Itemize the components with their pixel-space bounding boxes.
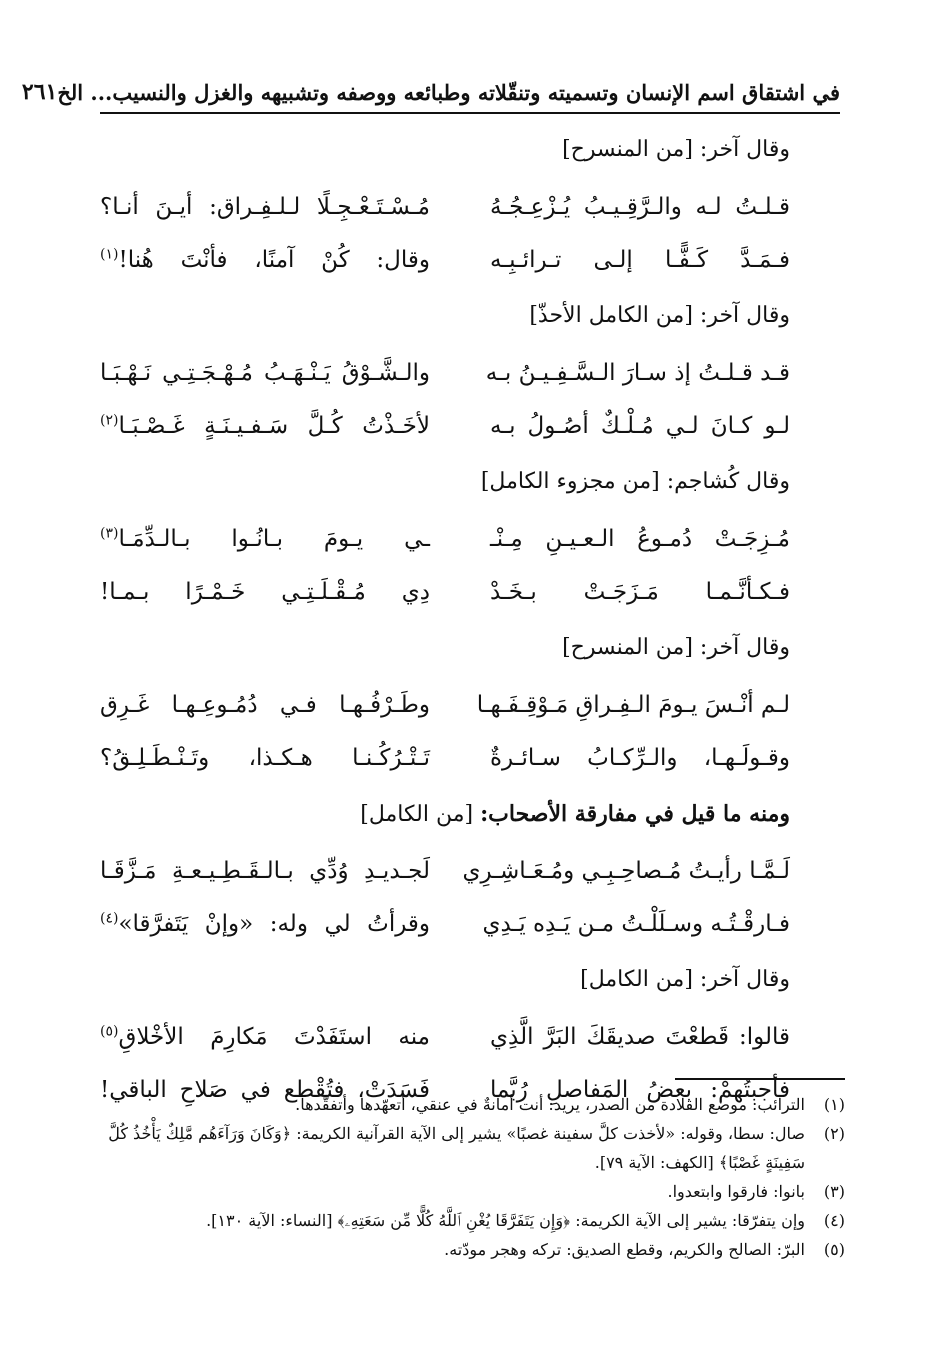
verse-line (100, 399, 790, 452)
verse-line (100, 1010, 790, 1063)
second-hemistich (100, 360, 445, 386)
second-hemistich-text: منه استَفَدْتَ مَكارِمَ الأخْلاقِ (118, 1023, 430, 1050)
second-hemistich-text: وطَـرْفُـهـا فـي دُمُـوعِـهـا غَـرِق (100, 691, 430, 718)
verse-line (100, 731, 790, 784)
footnote-number: (٣) (823, 1182, 845, 1201)
verse-line (100, 346, 790, 399)
first-hemistich: قـد قـلـتُ إذ سـارَ الـسَّـفِـيـنُ بـه (485, 359, 790, 386)
poem-intro (100, 120, 790, 180)
footnote-number: (٥) (823, 1240, 845, 1259)
poem-body (100, 120, 790, 1116)
poem-intro (100, 618, 790, 678)
first-hemistich: فـارقْـتُـه وسـلَلْـتُ مـن يَـدِه يَـدِي (482, 910, 790, 937)
first-hemistich: فأجبتُهمْ: بعضُ المَفاصلِ رُبَّما (490, 1076, 790, 1103)
footnote-marker: (١) (100, 245, 119, 262)
verse-line (100, 844, 790, 897)
first-hemistich: وقـولَـهـا، والـرِّكـابُ سـائـرةٌ (490, 744, 790, 771)
first-hemistich: لَـمَّـا رأيـتُ مُـصاحِـبِـي ومُـعَـاشِـرِي (462, 857, 790, 884)
first-hemistich: قـلـتُ لـه والـرَّقِـيـبُ يُـزْعِـجُـهُ (490, 193, 790, 220)
second-hemistich (100, 858, 445, 884)
second-hemistich (100, 745, 445, 771)
second-hemistich-text: لأخَـذْتُ كُـلَّ سَـفـيـنَـةٍ غَـصْـبَـا (118, 412, 430, 439)
intro-text: وقال آخر: [من المنسرح] (562, 635, 790, 660)
second-hemistich (100, 194, 445, 220)
poem-intro (100, 286, 790, 346)
second-hemistich (100, 911, 445, 937)
footnote-number: (٤) (823, 1211, 845, 1230)
verse-line (100, 897, 790, 950)
footnote-text: البرّ: الصالح والكريم، وقطع الصديق: تركه وهجر مودّته. (444, 1240, 805, 1259)
footnote-text: الترائب: موضع القلادة من الصدر، يريد: أنت أمانةٌ في عنقي، أتعهّدها وأتفقّدها. (295, 1095, 805, 1114)
second-hemistich-text: مُـسْـتَـعْـجِـلًا لـلـفِـراق: أيـنَ أنـا؟ (100, 193, 430, 220)
second-hemistich (100, 526, 445, 552)
footnote-number: (١) (823, 1095, 845, 1114)
first-hemistich: فـمَـدَّ كَـفًّـا إلـى تـرائـبِـه (490, 246, 790, 273)
intro-text: وقال آخر: [من المنسرح] (562, 137, 790, 162)
page-number: ٢٦١ (21, 79, 58, 105)
intro-text: وقال آخر: [من الكامل] (580, 967, 790, 992)
second-hemistich-text: ـي يـومَ بـانُـوا بـالـدِّمَـا (118, 525, 430, 552)
verse-line (100, 233, 790, 286)
footnote-number: (٢) (823, 1124, 845, 1143)
second-hemistich (100, 247, 445, 273)
intro-text: وقال كُشاجم: [من مجزوء الكامل] (480, 469, 790, 494)
second-hemistich (100, 1024, 445, 1050)
second-hemistich-text: وقرأتُ لي وله: «وإنْ يَتَفرَّقا» (118, 910, 430, 937)
second-hemistich-text: دِي مُـقْـلَـتِـي خَـمْـرًا بـمـا! (100, 578, 430, 605)
footnotes (85, 1078, 845, 1264)
footnote-marker: (٥) (100, 1022, 119, 1039)
first-hemistich: فـكـأنَّـمـا مَـزَجَـتْ بـخَـدْ (490, 578, 790, 605)
first-hemistich: لـم أنْـسَ يـومَ الـفِـراقِ مَـوْقِـفَـهـا (476, 691, 790, 718)
second-hemistich-text: وقال: كُنْ آمنًا، فأنْتَ هُنا! (118, 246, 430, 273)
footnote-divider (675, 1078, 845, 1080)
poem-intro (100, 950, 790, 1010)
footnote-item (85, 1206, 845, 1235)
footnote-text: بانوا: فارقوا وابتعدوا. (667, 1182, 805, 1201)
section-heading: ومنه ما قيل في مفارقة الأصحاب: (480, 801, 790, 827)
footnote-item (85, 1235, 845, 1264)
poem-intro (100, 452, 790, 512)
footnote-text: وإن يتفرّقا: يشير إلى الآية الكريمة: ﴿وَإِن يَتَفَرَّقَا يُغْنِ ٱللَّهُ كُلًّا مِّن سَعَتِهِۦ﴾ [النساء: الآية ١٣٠]. (206, 1211, 805, 1230)
first-hemistich: لـو كـانَ لـي مُـلْـكٌ أصُـولُ بـه (490, 412, 790, 439)
second-hemistich-text: تَـتْـرُكُـنـا هـكـذا، وتَـنْـطَـلِـقُ؟ (100, 744, 430, 771)
verse-line (100, 180, 790, 233)
poem-intro (100, 784, 790, 844)
first-hemistich: مُـزِجَـتْ دُمـوعُ الـعـيـنِ مِـنْـ (490, 525, 790, 552)
footnote-marker: (٣) (100, 524, 119, 541)
footnote-marker: (٤) (100, 909, 119, 926)
intro-text: [من الكامل] (360, 802, 481, 827)
footnote-text: صال: سطا، وقوله: «لأخذت كلَّ سفينة غصبًا» يشير إلى الآية القرآنية الكريمة: ﴿وَكَانَ وَرَآءَهُم مَّلِكٌ يَأْخُذُ كُلَّ سَفِينَةٍ غَصْبًا﴾ [الكهف: الآية ٧٩]. (108, 1124, 805, 1172)
second-hemistich (100, 692, 445, 718)
verse-line (100, 678, 790, 731)
verse-line (100, 512, 790, 565)
second-hemistich-text: فَسَدَتْ، فتُقْطع في صَلاحِ الباقي! (100, 1076, 430, 1103)
intro-text: وقال آخر: [من الكامل الأحذّ] (529, 303, 790, 328)
second-hemistich (100, 413, 445, 439)
header-title: في اشتقاق اسم الإنسان وتسميته وتنقّلاته وطبائعه ووصفه وتشبيهه والغزل والنسيب... الخ (57, 79, 840, 105)
second-hemistich (100, 579, 445, 605)
second-hemistich-text: لَجـديـدِ وُدِّي بـالـقَـطِـيـعـةِ مَـزَّقَـا (100, 857, 430, 884)
footnote-item (85, 1177, 845, 1206)
footnote-marker: (٢) (100, 411, 119, 428)
first-hemistich: قالوا: قَطعْتَ صديقَكَ البَرَّ الَّذِي (490, 1023, 790, 1050)
second-hemistich-text: والـشَّـوْقُ يَـنْـهَـبُ مُـهْـجَـتِـي نَـهْـبَـا (100, 359, 430, 386)
verse-line (100, 565, 790, 618)
footnote-item (85, 1119, 845, 1177)
footnote-item (85, 1090, 845, 1119)
running-header (21, 72, 840, 114)
